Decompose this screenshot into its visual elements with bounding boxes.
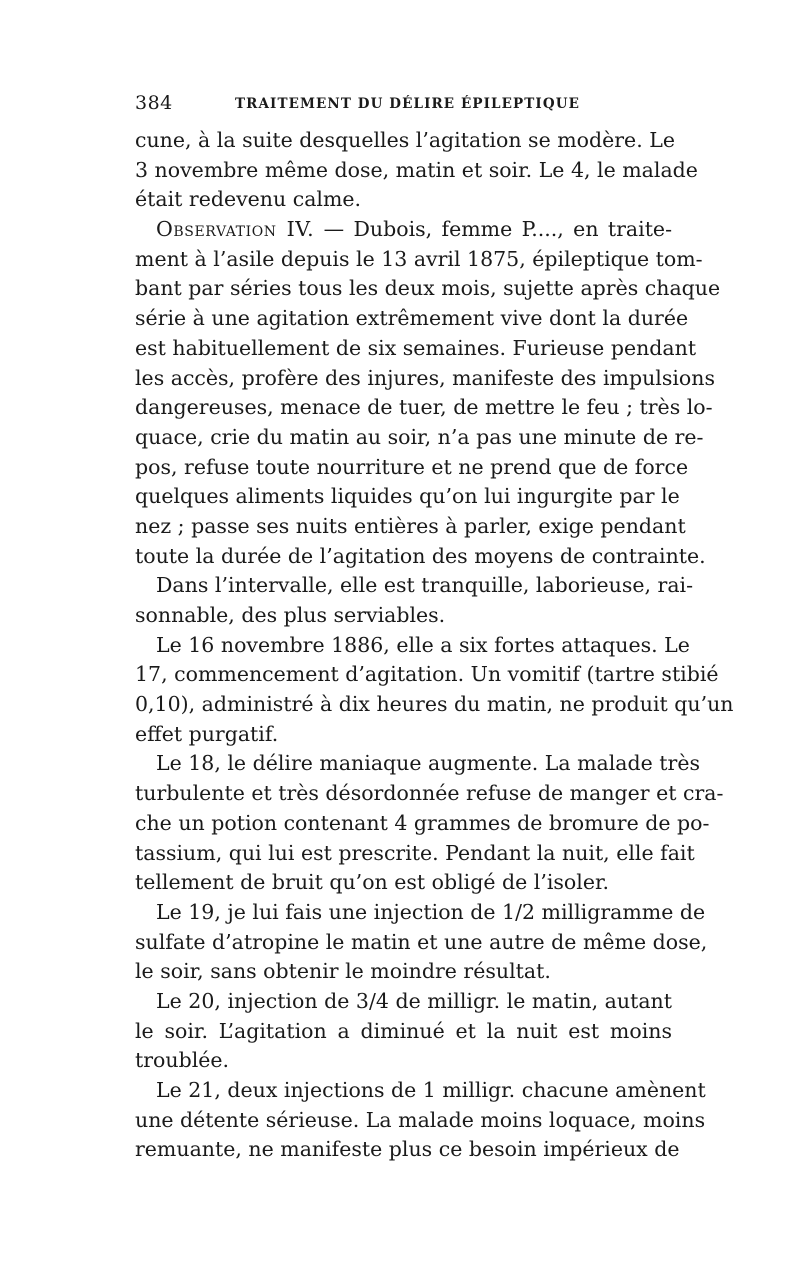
text-line: troublée. — [135, 1048, 230, 1073]
text-line: cune, à la suite desquelles l’agitation se modère. Le — [135, 128, 675, 152]
text-line: une détente sérieuse. La malade moins loquace, moins — [135, 1107, 706, 1132]
text-line: le soir, sans obtenir le moindre résultat. — [135, 959, 551, 984]
text-line: les accès, profère des injures, manifeste des impulsions — [135, 365, 715, 390]
running-head — [135, 92, 675, 116]
text-line: che un potion contenant 4 grammes de bromure de po- — [135, 810, 710, 835]
text-line: quelques aliments liquides qu’on lui ingurgite par le — [135, 484, 680, 509]
text-line: quace, crie du matin au soir, n’a pas une minute de re- — [135, 424, 704, 449]
text-line: 17, commencement d’agitation. Un vomitif (tartre stibié — [135, 662, 719, 687]
text-line: Le 21, deux injections de 1 milligr. chacune amènent — [156, 1078, 706, 1102]
text-line: nez ; passe ses nuits entières à parler, exige pendant — [135, 513, 686, 538]
text-line: tassium, qui lui est prescrite. Pendant la nuit, elle fait — [135, 840, 695, 865]
observation-text: — Dubois, femme P...., en traite- — [314, 217, 672, 242]
text-line: le soir. L’agitation a diminué et la nuit est moins — [135, 1018, 672, 1043]
text-line: Dans l’intervalle, elle est tranquille, laborieuse, rai- — [156, 573, 694, 598]
text-line: ment à l’asile depuis le 13 avril 1875, épileptique tom- — [135, 246, 703, 271]
text-line: Le 18, le délire maniaque augmente. La malade très — [156, 751, 700, 776]
text-line: Le 20, injection de 3/4 de milligr. le matin, autant — [156, 988, 672, 1013]
text-line: pos, refuse toute nourriture et ne prend que de force — [135, 454, 689, 479]
text-line: sulfate d’atropine le matin et une autre de même dose, — [135, 929, 708, 954]
body-text — [135, 126, 734, 1165]
text-line: effet purgatif. — [135, 721, 279, 746]
text-line: Le 16 novembre 1886, elle a six fortes attaques. Le — [156, 632, 690, 657]
observation-label: Observation IV. — [156, 217, 315, 242]
text-line: remuante, ne manifeste plus ce besoin impérieux de — [135, 1137, 680, 1162]
observation-heading-line — [135, 215, 672, 245]
text-line: tellement de bruit qu’on est obligé de l’isoler. — [135, 870, 610, 895]
text-line: 3 novembre même dose, matin et soir. Le 4, le malade — [135, 157, 698, 182]
text-line: dangereuses, menace de tuer, de mettre le feu ; très lo- — [135, 395, 713, 420]
text-line: turbulente et très désordonnée refuse de manger et cra- — [135, 781, 724, 806]
running-title: TRAITEMENT DU DÉLIRE ÉPILEPTIQUE — [235, 96, 580, 112]
text-line: toute la durée de l’agitation des moyens de contrainte. — [135, 543, 706, 568]
text-line: 0,10), administré à dix heures du matin, ne produit qu’un — [135, 692, 734, 717]
page-number: 384 — [135, 92, 173, 114]
text-line: série à une agitation extrêmement vive dont la durée — [135, 306, 689, 331]
text-line: sonnable, des plus serviables. — [135, 603, 446, 627]
text-line: Le 19, je lui fais une injection de 1/2 milligramme de — [156, 899, 706, 924]
text-line: était redevenu calme. — [135, 187, 362, 212]
text-line: bant par séries tous les deux mois, sujette après chaque — [135, 276, 721, 301]
text-line: est habituellement de six semaines. Furieuse pendant — [135, 335, 697, 360]
